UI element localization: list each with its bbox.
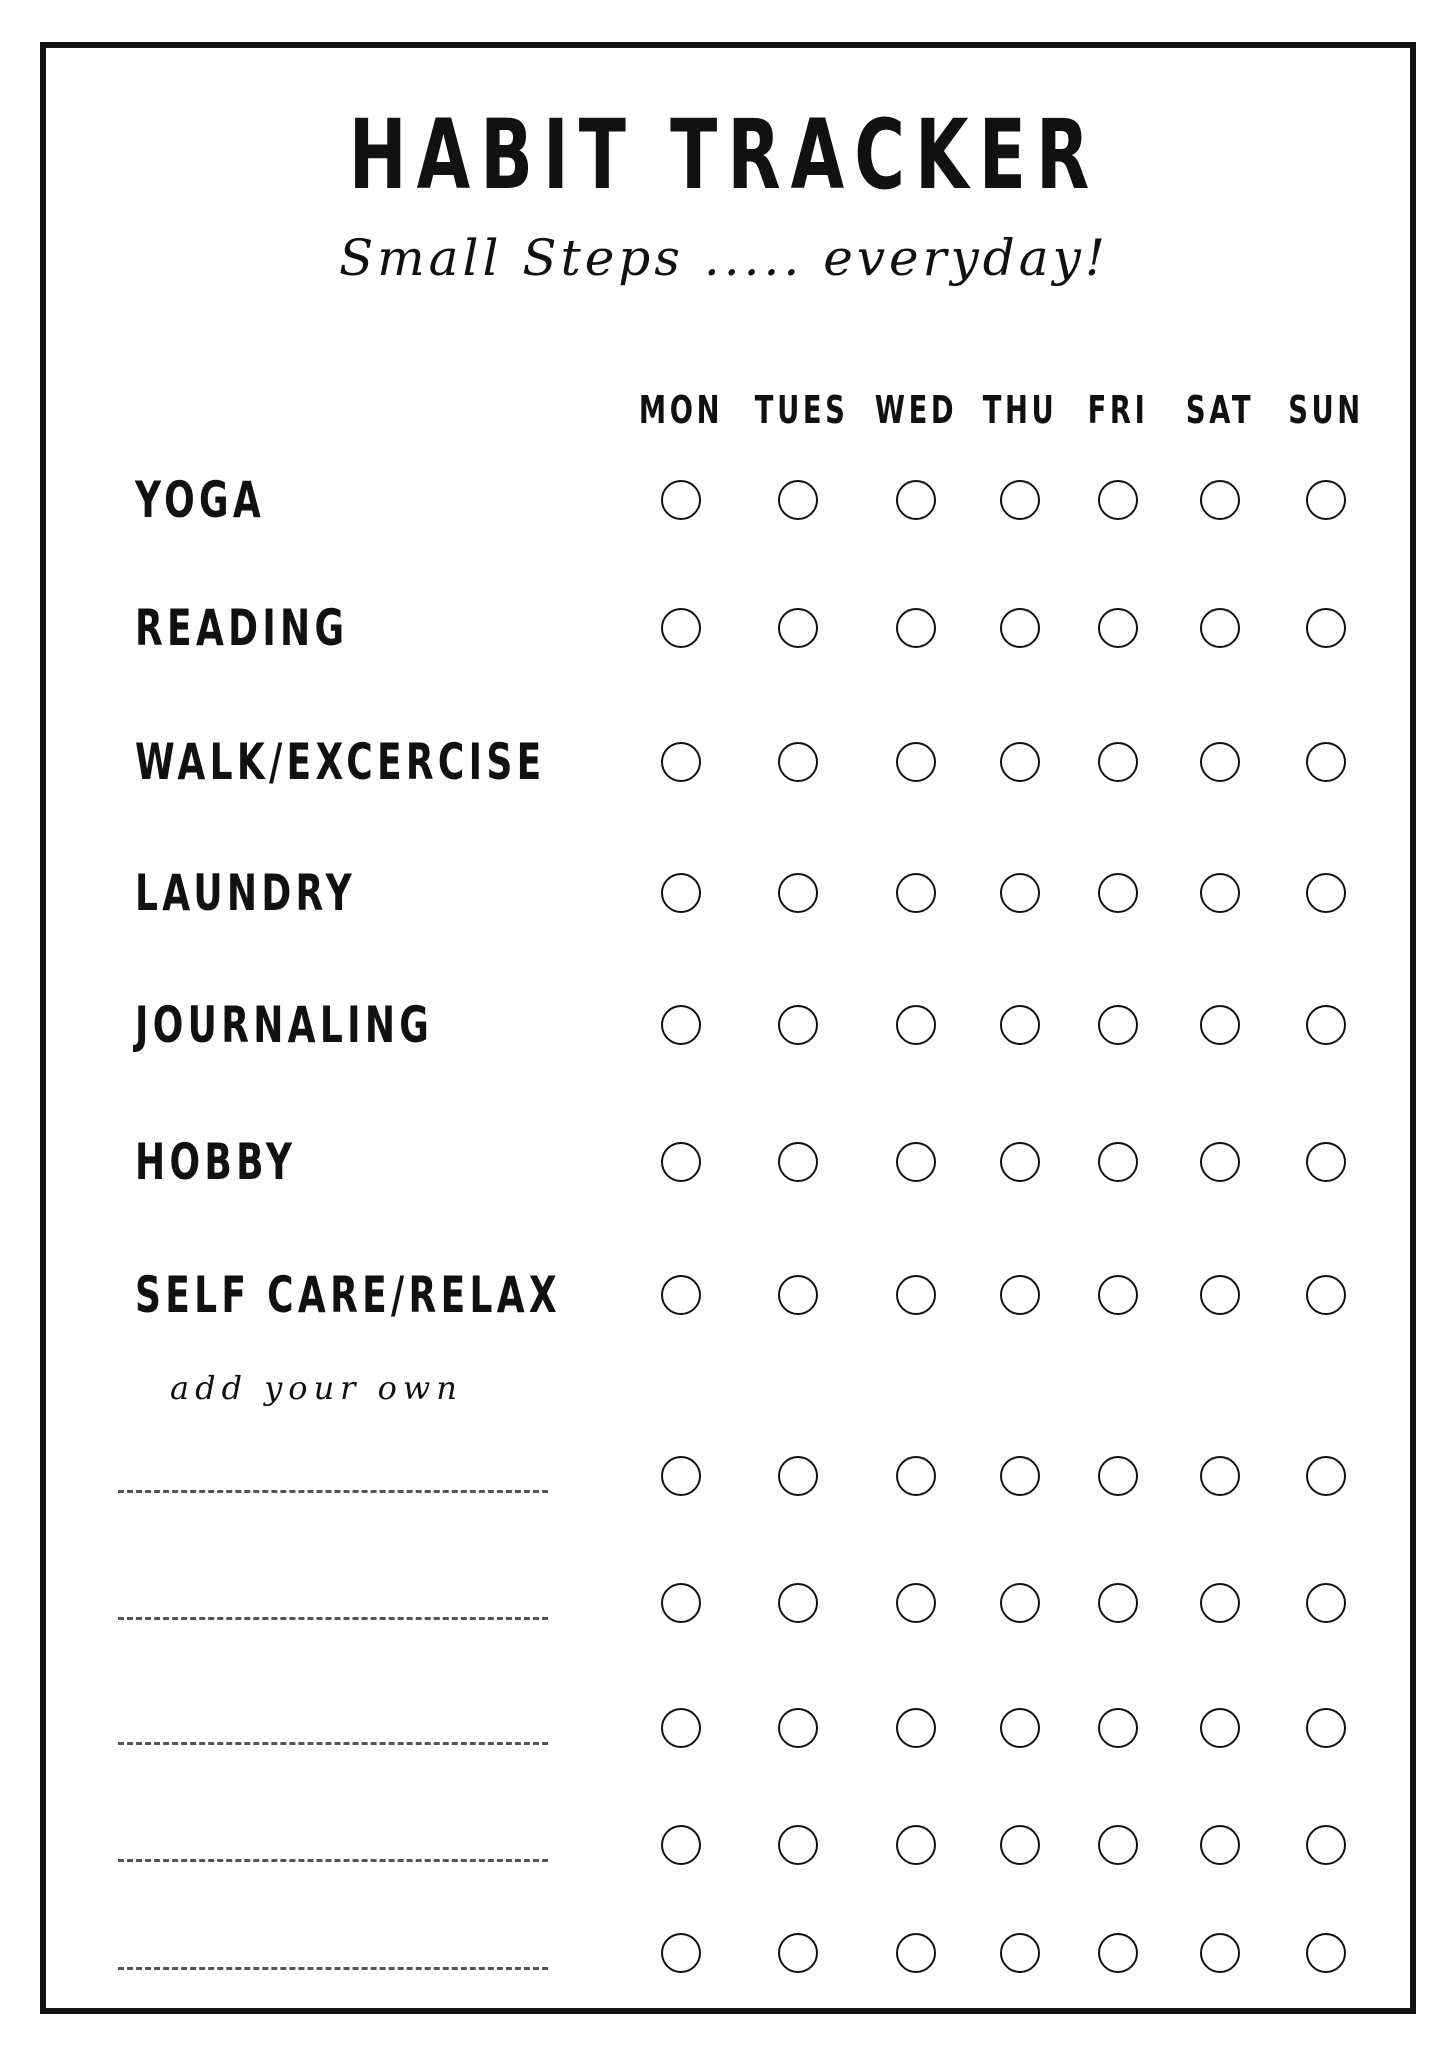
blank-row-0-mon-circle-icon[interactable] <box>661 1456 701 1496</box>
blank-row-4-mon-circle-icon[interactable] <box>661 1933 701 1973</box>
habit-label: LAUNDRY <box>135 864 357 922</box>
habit-5-thu-circle-icon[interactable] <box>1000 1142 1040 1182</box>
page-subtitle: Small Steps ..... everyday! <box>339 229 1109 287</box>
habit-1-wed-circle-icon[interactable] <box>896 608 936 648</box>
habit-label: READING <box>135 599 349 657</box>
day-header-wed: WED <box>874 388 958 432</box>
habit-5-mon-circle-icon[interactable] <box>661 1142 701 1182</box>
habit-6-sun-circle-icon[interactable] <box>1306 1275 1346 1315</box>
habit-5-wed-circle-icon[interactable] <box>896 1142 936 1182</box>
habit-1-fri-circle-icon[interactable] <box>1098 608 1138 648</box>
blank-row-0-sun-circle-icon[interactable] <box>1306 1456 1346 1496</box>
habit-4-sun-circle-icon[interactable] <box>1306 1005 1346 1045</box>
habit-4-mon-circle-icon[interactable] <box>661 1005 701 1045</box>
habit-0-thu-circle-icon[interactable] <box>1000 480 1040 520</box>
habit-6-sat-circle-icon[interactable] <box>1200 1275 1240 1315</box>
habit-label: HOBBY <box>135 1133 297 1191</box>
habit-4-thu-circle-icon[interactable] <box>1000 1005 1040 1045</box>
habit-1-tues-circle-icon[interactable] <box>778 608 818 648</box>
habit-3-wed-circle-icon[interactable] <box>896 873 936 913</box>
day-header-fri: FRI <box>1087 388 1149 432</box>
day-header-mon: MON <box>638 388 724 432</box>
blank-row-0-thu-circle-icon[interactable] <box>1000 1456 1040 1496</box>
blank-row-4-fri-circle-icon[interactable] <box>1098 1933 1138 1973</box>
blank-row-1-wed-circle-icon[interactable] <box>896 1583 936 1623</box>
blank-row-2-sun-circle-icon[interactable] <box>1306 1708 1346 1748</box>
habit-0-fri-circle-icon[interactable] <box>1098 480 1138 520</box>
blank-row-4-sun-circle-icon[interactable] <box>1306 1933 1346 1973</box>
blank-row-1-mon-circle-icon[interactable] <box>661 1583 701 1623</box>
blank-row-4-sat-circle-icon[interactable] <box>1200 1933 1240 1973</box>
habit-5-sat-circle-icon[interactable] <box>1200 1142 1240 1182</box>
blank-row-0-sat-circle-icon[interactable] <box>1200 1456 1240 1496</box>
day-header-sat: SAT <box>1185 388 1255 432</box>
day-header-sun: SUN <box>1288 388 1364 432</box>
blank-row-2-sat-circle-icon[interactable] <box>1200 1708 1240 1748</box>
habit-0-mon-circle-icon[interactable] <box>661 480 701 520</box>
habit-2-tues-circle-icon[interactable] <box>778 742 818 782</box>
habit-3-thu-circle-icon[interactable] <box>1000 873 1040 913</box>
habit-0-wed-circle-icon[interactable] <box>896 480 936 520</box>
blank-row-3-mon-circle-icon[interactable] <box>661 1825 701 1865</box>
habit-1-sun-circle-icon[interactable] <box>1306 608 1346 648</box>
blank-habit-line[interactable] <box>118 1742 548 1745</box>
blank-row-2-mon-circle-icon[interactable] <box>661 1708 701 1748</box>
habit-3-mon-circle-icon[interactable] <box>661 873 701 913</box>
habit-3-fri-circle-icon[interactable] <box>1098 873 1138 913</box>
habit-2-wed-circle-icon[interactable] <box>896 742 936 782</box>
habit-5-tues-circle-icon[interactable] <box>778 1142 818 1182</box>
habit-2-mon-circle-icon[interactable] <box>661 742 701 782</box>
blank-row-2-tues-circle-icon[interactable] <box>778 1708 818 1748</box>
blank-row-0-tues-circle-icon[interactable] <box>778 1456 818 1496</box>
habit-0-sun-circle-icon[interactable] <box>1306 480 1346 520</box>
blank-row-1-tues-circle-icon[interactable] <box>778 1583 818 1623</box>
blank-row-1-fri-circle-icon[interactable] <box>1098 1583 1138 1623</box>
habit-6-fri-circle-icon[interactable] <box>1098 1275 1138 1315</box>
habit-3-sat-circle-icon[interactable] <box>1200 873 1240 913</box>
habit-1-sat-circle-icon[interactable] <box>1200 608 1240 648</box>
habit-1-thu-circle-icon[interactable] <box>1000 608 1040 648</box>
habit-2-fri-circle-icon[interactable] <box>1098 742 1138 782</box>
blank-row-3-thu-circle-icon[interactable] <box>1000 1825 1040 1865</box>
habit-label: YOGA <box>135 471 266 529</box>
habit-5-sun-circle-icon[interactable] <box>1306 1142 1346 1182</box>
blank-habit-line[interactable] <box>118 1967 548 1970</box>
habit-2-sun-circle-icon[interactable] <box>1306 742 1346 782</box>
habit-6-mon-circle-icon[interactable] <box>661 1275 701 1315</box>
habit-6-tues-circle-icon[interactable] <box>778 1275 818 1315</box>
blank-row-4-thu-circle-icon[interactable] <box>1000 1933 1040 1973</box>
blank-row-3-wed-circle-icon[interactable] <box>896 1825 936 1865</box>
blank-habit-line[interactable] <box>118 1859 548 1862</box>
habit-5-fri-circle-icon[interactable] <box>1098 1142 1138 1182</box>
habit-label: JOURNALING <box>135 996 434 1054</box>
blank-row-3-sun-circle-icon[interactable] <box>1306 1825 1346 1865</box>
add-your-own-label: add your own <box>170 1369 463 1407</box>
habit-4-wed-circle-icon[interactable] <box>896 1005 936 1045</box>
habit-label: WALK/EXCERCISE <box>135 733 546 791</box>
blank-row-3-tues-circle-icon[interactable] <box>778 1825 818 1865</box>
day-header-thu: THU <box>982 388 1058 432</box>
blank-row-1-sat-circle-icon[interactable] <box>1200 1583 1240 1623</box>
habit-4-tues-circle-icon[interactable] <box>778 1005 818 1045</box>
day-header-tues: TUES <box>754 388 849 432</box>
habit-1-mon-circle-icon[interactable] <box>661 608 701 648</box>
habit-label: SELF CARE/RELAX <box>135 1266 562 1324</box>
blank-row-1-sun-circle-icon[interactable] <box>1306 1583 1346 1623</box>
blank-row-2-wed-circle-icon[interactable] <box>896 1708 936 1748</box>
blank-row-1-thu-circle-icon[interactable] <box>1000 1583 1040 1623</box>
blank-row-3-fri-circle-icon[interactable] <box>1098 1825 1138 1865</box>
blank-habit-line[interactable] <box>118 1490 548 1493</box>
habit-3-tues-circle-icon[interactable] <box>778 873 818 913</box>
blank-row-3-sat-circle-icon[interactable] <box>1200 1825 1240 1865</box>
habit-6-wed-circle-icon[interactable] <box>896 1275 936 1315</box>
habit-0-sat-circle-icon[interactable] <box>1200 480 1240 520</box>
habit-6-thu-circle-icon[interactable] <box>1000 1275 1040 1315</box>
blank-row-2-thu-circle-icon[interactable] <box>1000 1708 1040 1748</box>
blank-row-2-fri-circle-icon[interactable] <box>1098 1708 1138 1748</box>
blank-row-0-wed-circle-icon[interactable] <box>896 1456 936 1496</box>
habit-0-tues-circle-icon[interactable] <box>778 480 818 520</box>
blank-habit-line[interactable] <box>118 1617 548 1620</box>
habit-3-sun-circle-icon[interactable] <box>1306 873 1346 913</box>
blank-row-4-tues-circle-icon[interactable] <box>778 1933 818 1973</box>
habit-4-fri-circle-icon[interactable] <box>1098 1005 1138 1045</box>
blank-row-4-wed-circle-icon[interactable] <box>896 1933 936 1973</box>
habit-4-sat-circle-icon[interactable] <box>1200 1005 1240 1045</box>
habit-2-sat-circle-icon[interactable] <box>1200 742 1240 782</box>
blank-row-0-fri-circle-icon[interactable] <box>1098 1456 1138 1496</box>
page-title: HABIT TRACKER <box>348 99 1100 211</box>
habit-2-thu-circle-icon[interactable] <box>1000 742 1040 782</box>
